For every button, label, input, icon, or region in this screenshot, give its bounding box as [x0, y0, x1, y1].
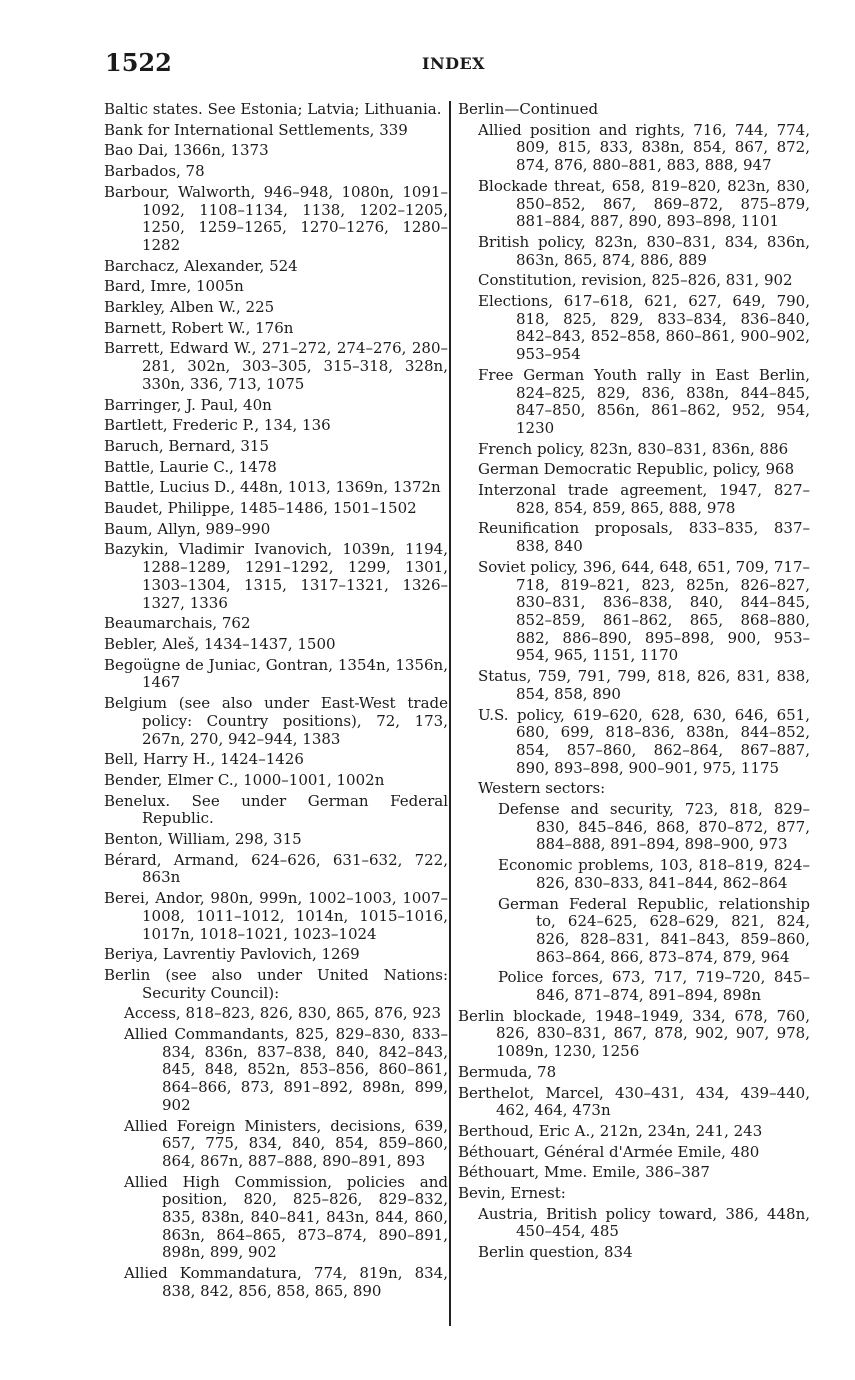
index-entry: Barbados, 78 [104, 162, 205, 181]
index-entry: Baltic states. See Estonia; Latvia; Lithuania. [104, 100, 442, 118]
index-entry: Interzonal trade agreement, 1947, 827–828, 854, 859, 865, 888, 978 [478, 481, 810, 517]
index-entry: Allied Kommandatura, 774, 819n, 834, 838, 842, 856, 858, 865, 890 [124, 1264, 448, 1300]
index-entry: Barchacz, Alexander, 524 [104, 256, 298, 275]
index-entry: Soviet policy, 396, 644, 648, 651, 709, 717–718, 819–821, 823, 825n, 826–827, 830–831, 836–838, 840, 844–845, 852–859, 861–862, 865, 868–880, 882, 886–890, 895–898, 900, 953–954, 965, 1151, 1170 [478, 557, 810, 665]
index-entry: Status, 759, 791, 799, 818, 826, 831, 838, 854, 858, 890 [478, 667, 810, 703]
index-entry: German Democratic Republic, policy, 968 [478, 460, 795, 479]
index-entry: Reunification proposals, 833–835, 837–838, 840 [478, 519, 810, 556]
index-entry: Benelux. See under German Federal Republic. [104, 791, 448, 828]
index-entry: Bender, Elmer C., 1000–1001, 1002n [104, 770, 385, 789]
index-entry: British policy, 823n, 830–831, 834, 836n, 863n, 865, 874, 886, 889 [478, 232, 810, 269]
index-entry: Beaumarchais, 762 [104, 614, 251, 633]
index-entry: Barkley, Alben W., 225 [104, 298, 275, 317]
index-entry: Free German Youth rally in East Berlin, 824–825, 829, 836, 838n, 844–845, 847–850, 856n, 861–862, 952, 954, 1230 [478, 365, 810, 437]
index-entry: Battle, Laurie C., 1478 [104, 457, 277, 476]
index-entry: Benton, William, 298, 315 [104, 830, 302, 849]
index-entry: French policy, 823n, 830–831, 836n, 886 [478, 439, 789, 458]
index-entry: Baudet, Philippe, 1485–1486, 1501–1502 [104, 499, 417, 518]
page-header [105, 48, 805, 78]
index-entry: Blockade threat, 658, 819–820, 823n, 830, 850–852, 867, 869–872, 875–879, 881–884, 887, 890, 893–898, 1101 [478, 176, 810, 231]
index-entry: Austria, British policy toward, 386, 448n, 450–454, 485 [478, 1204, 810, 1241]
index-entry: Barrett, Edward W., 271–272, 274–276, 280–281, 302n, 303–305, 315–318, 328n, 330n, 336, 713, 1075 [104, 339, 448, 393]
index-entry: Police forces, 673, 717, 719–720, 845–846, 871–874, 891–894, 898n [498, 968, 810, 1005]
index-entry: Barbour, Walworth, 946–948, 1080n, 1091–1092, 1108–1134, 1138, 1202–1205, 1250, 1259–1265, 1270–1276, 1280–1282 [104, 182, 448, 254]
index-entry: Baum, Allyn, 989–990 [104, 519, 271, 538]
column-divider [449, 101, 451, 1326]
index-entry: Allied High Commission, policies and position, 820, 825–826, 829–832, 835, 838n, 840–841, 843n, 844, 860, 863n, 864–865, 873–874, 890–891, 898n, 899, 902 [124, 1172, 448, 1262]
index-entry: Barnett, Robert W., 176n [104, 318, 294, 337]
index-entry: Allied position and rights, 716, 744, 774, 809, 815, 833, 838n, 854, 867, 872, 874, 876, 880–881, 883, 888, 947 [478, 120, 810, 175]
index-entry: Constitution, revision, 825–826, 831, 902 [478, 271, 793, 290]
index-entry: Bevin, Ernest: [458, 1184, 566, 1203]
index-entry: Belgium (see also under East-West trade policy: Country positions), 72, 173, 267n, 270, 942–944, 1383 [104, 694, 448, 748]
index-entry: Access, 818–823, 826, 830, 865, 876, 923 [124, 1004, 442, 1023]
index-entry: Berlin question, 834 [478, 1243, 633, 1262]
left-column [104, 101, 448, 1304]
index-entry: U.S. policy, 619–620, 628, 630, 646, 651, 680, 699, 818–836, 838n, 844–852, 854, 857–860, 862–864, 867–887, 890, 893–898, 900–901, 975, 1175 [478, 705, 810, 777]
index-entry: Western sectors: [478, 779, 606, 798]
index-entry: Berthoud, Eric A., 212n, 234n, 241, 243 [458, 1121, 763, 1140]
index-entry: Barringer, J. Paul, 40n [104, 395, 272, 414]
index-entry: Defense and security, 723, 818, 829–830, 845–846, 868, 870–872, 877, 884–888, 891–894, 898–900, 973 [498, 800, 810, 854]
index-entry: Berei, Andor, 980n, 999n, 1002–1003, 1007–1008, 1011–1012, 1014n, 1015–1016, 1017n, 1018–1021, 1023–1024 [104, 889, 448, 943]
index-entry: Beriya, Lavrentiy Pavlovich, 1269 [104, 945, 360, 964]
index-entry: Berthelot, Marcel, 430–431, 434, 439–440, 462, 464, 473n [458, 1083, 810, 1120]
page-number: 1522 [105, 48, 172, 77]
index-entry: German Federal Republic, relationship to, 624–625, 628–629, 821, 824, 826, 828–831, 841–843, 859–860, 863–864, 866, 873–874, 879, 964 [498, 894, 810, 966]
index-entry: Bell, Harry H., 1424–1426 [104, 750, 304, 769]
index-entry: Béthouart, Général d'Armée Emile, 480 [458, 1142, 760, 1161]
index-entry: Economic problems, 103, 818–819, 824–826, 830–833, 841–844, 862–864 [498, 856, 810, 892]
index-entry: Bard, Imre, 1005n [104, 277, 244, 296]
index-entry: Bartlett, Frederic P., 134, 136 [104, 416, 331, 435]
index-entry: Begoügne de Juniac, Gontran, 1354n, 1356n, 1467 [104, 655, 448, 692]
index-entry: Bank for International Settlements, 339 [104, 120, 408, 139]
index-entry: Baruch, Bernard, 315 [104, 436, 270, 455]
index-entry: Béthouart, Mme. Emile, 386–387 [458, 1163, 710, 1182]
index-entry: Bao Dai, 1366n, 1373 [104, 141, 269, 160]
index-entry: Bermuda, 78 [458, 1062, 557, 1081]
index-entry: Bérard, Armand, 624–626, 631–632, 722, 863n [104, 850, 448, 887]
index-entry: Elections, 617–618, 621, 627, 649, 790, 818, 825, 829, 833–834, 836–840, 842–843, 852–858, 860–861, 900–902, 953–954 [478, 292, 810, 364]
running-title: INDEX [422, 54, 486, 73]
index-entry: Battle, Lucius D., 448n, 1013, 1369n, 1372n [104, 478, 441, 497]
index-entry: Berlin blockade, 1948–1949, 334, 678, 760, 826, 830–831, 867, 878, 902, 907, 978, 1089n, 1230, 1256 [458, 1006, 810, 1061]
index-entry: Berlin—Continued [458, 100, 599, 118]
index-entry: Berlin (see also under United Nations: Security Council): [104, 965, 448, 1002]
index-entry: Allied Foreign Ministers, decisions, 639, 657, 775, 834, 840, 854, 859–860, 864, 867n, 887–888, 890–891, 893 [124, 1116, 448, 1170]
right-column [458, 101, 810, 1265]
index-entry: Allied Commandants, 825, 829–830, 833–834, 836n, 837–838, 840, 842–843, 845, 848, 852n, 853–856, 860–861, 864–866, 873, 891–892, 898n, 899, 902 [124, 1025, 448, 1114]
index-entry: Bebler, Aleš, 1434–1437, 1500 [104, 634, 336, 653]
index-entry: Bazykin, Vladimir Ivanovich, 1039n, 1194, 1288–1289, 1291–1292, 1299, 1301, 1303–1304, 1315, 1317–1321, 1326–1327, 1336 [104, 540, 448, 612]
